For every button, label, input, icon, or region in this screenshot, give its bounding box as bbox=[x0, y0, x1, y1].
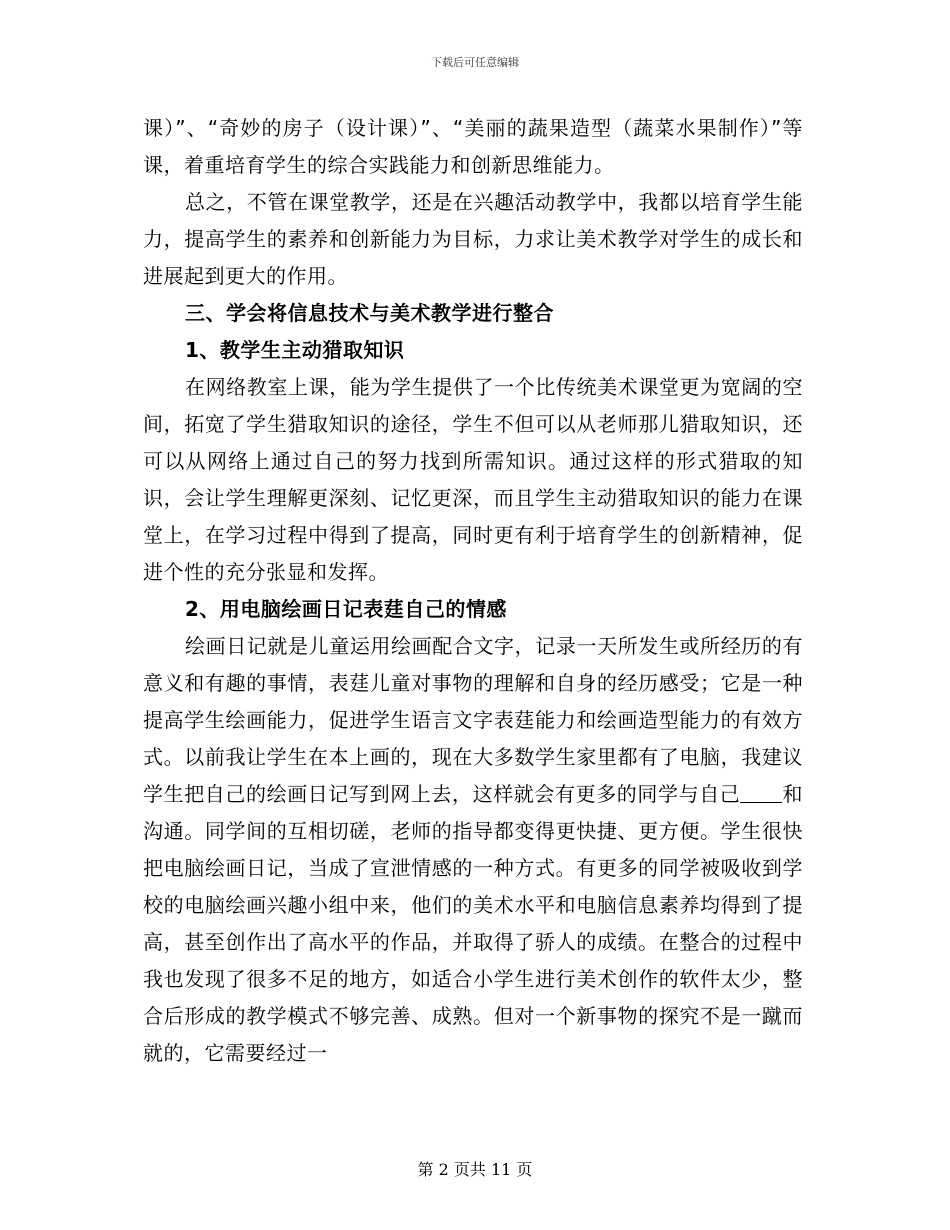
paragraph-summary: 总之，不管在课堂教学，还是在兴趣活动教学中，我都以培育学生能力，提高学生的素养和创新能力为目标，力求让美术教学对学生的成长和进展起到更大的作用。 bbox=[143, 190, 803, 288]
paragraph-painting-diary-part1: 绘画日记就是儿童运用绘画配合文字，记录一天所发生或所经历的有意义和有趣的事情，表莛儿童对事物的理解和自身的经历感受；它是一种提高学生绘画能力，促进学生语言文字表莛能力和绘画造型能力的有效方式。以前我让学生在本上画的，现在大多数学生家里都有了电脑，我建议学生把自己的绘画日记写到网上去，这样就会有更多的同学与自己 bbox=[143, 634, 803, 806]
paragraph-network-classroom: 在网络教室上课，能为学生提供了一个比传统美术课堂更为宽阔的空间，拓宽了学生猎取知识的途径，学生不但可以从老师那儿猎取知识，还可以从网络上通过自己的努力找到所需知识。通过这样的形式猎取的知识，会让学生理解更深刻、记忆更深，而且学生主动猎取知识的能力在课堂上，在学习过程中得到了提高，同时更有利于培育学生的创新精神，促进个性的充分张显和发挥。 bbox=[143, 375, 803, 584]
subheading-2: 2、用电脑绘画日记表莛自己的情感 bbox=[185, 597, 507, 621]
page-footer: 第 2 页共 11 页 bbox=[417, 1160, 533, 1179]
paragraph-continuation: 课）”、“奇妙的房子（设计课）”、“美丽的蔬果造型（蔬菜水果制作）”等课，着重培育学生的综合实践能力和创新思维能力。 bbox=[143, 116, 803, 177]
paragraph-painting-diary-part2: 和沟通。同学间的互相切磋，老师的指导都变得更快捷、更方便。学生很快把电脑绘画日记，当成了宣泄情感的一种方式。有更多的同学被吸收到学校的电脑绘画兴趣小组中来，他们的美术水平和电脑信息素养均得到了提高，甚至创作出了高水平的作品，并取得了骄人的成绩。在整合的过程中我也发现了很多不足的地方，如适合小学生进行美术创作的软件太少，整合后形成的教学模式不够完善、成熟。但对一个新事物的探究不是一蹴而就的，它需要经过一 bbox=[143, 782, 804, 1065]
fill-blank bbox=[740, 782, 782, 803]
subheading-1: 1、教学生主动猎取知识 bbox=[185, 338, 405, 362]
section-heading-3: 三、学会将信息技术与美术教学进行整合 bbox=[185, 301, 554, 325]
page-header: 下载后可任意编辑 bbox=[431, 56, 519, 69]
document-body bbox=[143, 110, 803, 1072]
paragraph-painting-diary bbox=[143, 628, 803, 1072]
